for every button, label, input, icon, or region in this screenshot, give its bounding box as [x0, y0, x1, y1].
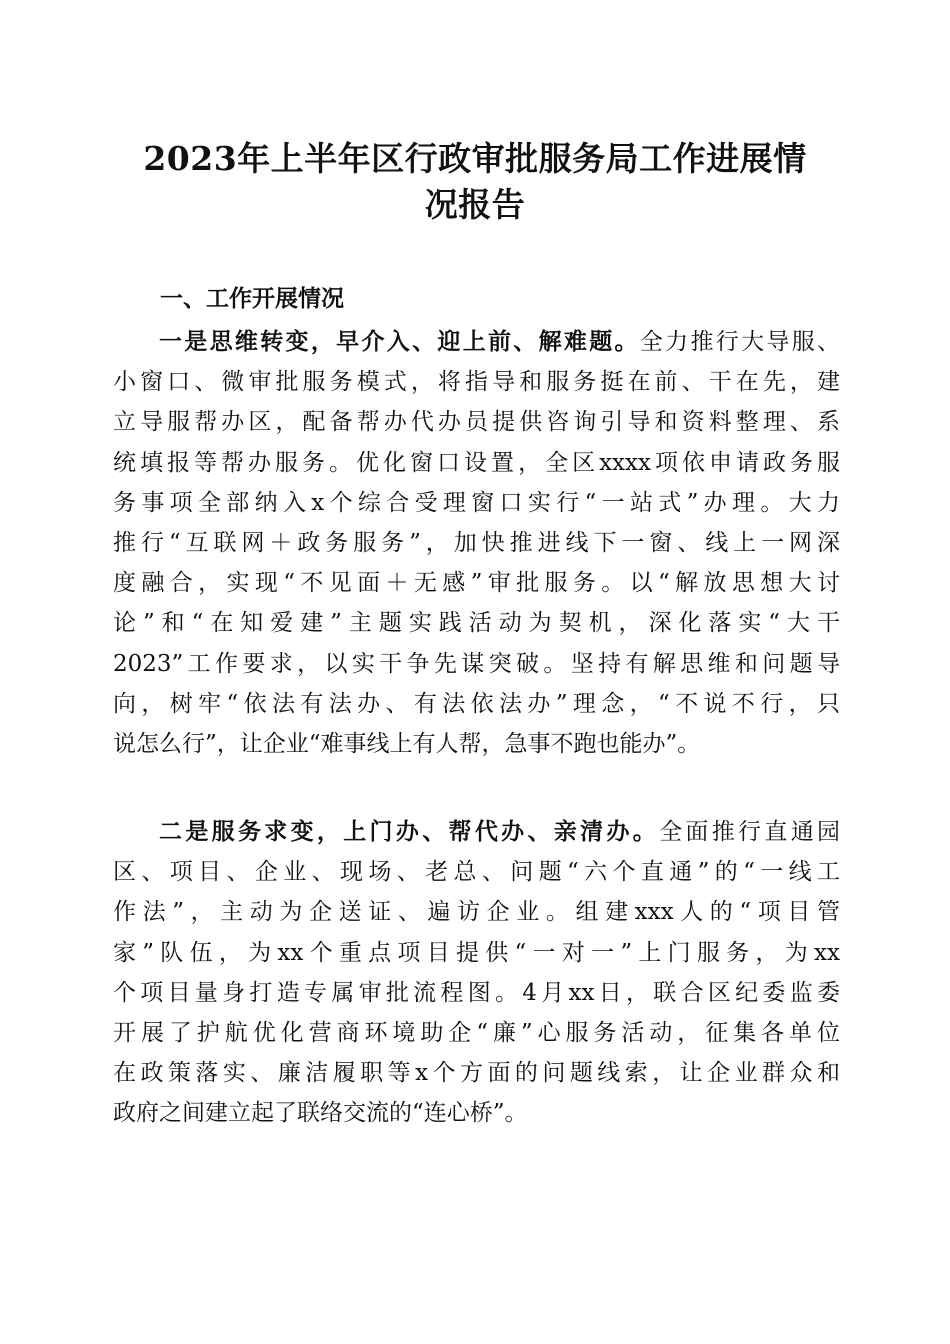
paragraph-line: 小窗口、微审批服务模式，将指导和服务挺在前、干在先，建: [113, 369, 840, 396]
paragraph-line: 统填报等帮办服务。优化窗口设置，全区xxxx项依申请政务服: [113, 449, 840, 476]
paragraph-line: 作法”，主动为企送证、遍访企业。组建xxx人的“项目管: [113, 899, 840, 926]
paragraph-line: 政府之间建立起了联络交流的“连心桥”。: [113, 1100, 528, 1127]
paragraph-line: 在政策落实、廉洁履职等x个方面的问题线索，让企业群众和: [113, 1060, 840, 1087]
paragraph-lead: 二是服务求变，上门办、帮代办、亲清办。: [159, 818, 660, 845]
paragraph-line: 说怎么行”，让企业“难事线上有人帮，急事不跑也能办”。: [113, 730, 701, 757]
title-line-1: 2023年上半年区行政审批服务局工作进展情: [143, 139, 807, 178]
paragraph-line: 2023”工作要求，以实干争先谋突破。坚持有解思维和问题导: [113, 650, 840, 677]
paragraph-text: 全面推行直通园: [659, 819, 841, 845]
paragraph-line: 立导服帮办区，配备帮办代办员提供咨询引导和资料整理、系: [113, 409, 840, 436]
paragraph-line: 家”队伍，为xx个重点项目提供“一对一”上门服务，为xx: [113, 939, 840, 966]
section-heading: 一、工作开展情况: [160, 285, 344, 312]
paragraph-line: 度融合，实现“不见面＋无感”审批服务。以“解放思想大讨: [113, 570, 840, 597]
paragraph-2: [113, 812, 840, 1134]
paragraph-text: 全力推行大导服、: [639, 329, 841, 355]
paragraph-line: [113, 322, 840, 362]
title-line-2: 况报告: [424, 185, 526, 224]
paragraph-lead: 一是思维转变，早介入、迎上前、解难题。: [159, 328, 640, 355]
paragraph-line: 务事项全部纳入x个综合受理窗口实行“一站式”办理。大力: [113, 489, 840, 516]
paragraph-line: 推行“互联网＋政务服务”，加快推进线下一窗、线上一网深: [113, 529, 840, 556]
paragraph-line: 向，树牢“依法有法办、有法依法办”理念，“不说不行，只: [113, 690, 840, 717]
paragraph-line: [113, 812, 840, 852]
paragraph-line: 个项目量身打造专属审批流程图。4月xx日，联合区纪委监委: [113, 979, 840, 1006]
paragraph-line: 区、项目、企业、现场、老总、问题“六个直通”的“一线工: [113, 859, 840, 886]
paragraph-line: 论”和“在知爱建”主题实践活动为契机，深化落实“大干: [113, 610, 840, 637]
document-title: [120, 136, 830, 228]
paragraph-1: [113, 322, 840, 764]
paragraph-line: 开展了护航优化营商环境助企“廉”心服务活动，征集各单位: [113, 1019, 840, 1046]
